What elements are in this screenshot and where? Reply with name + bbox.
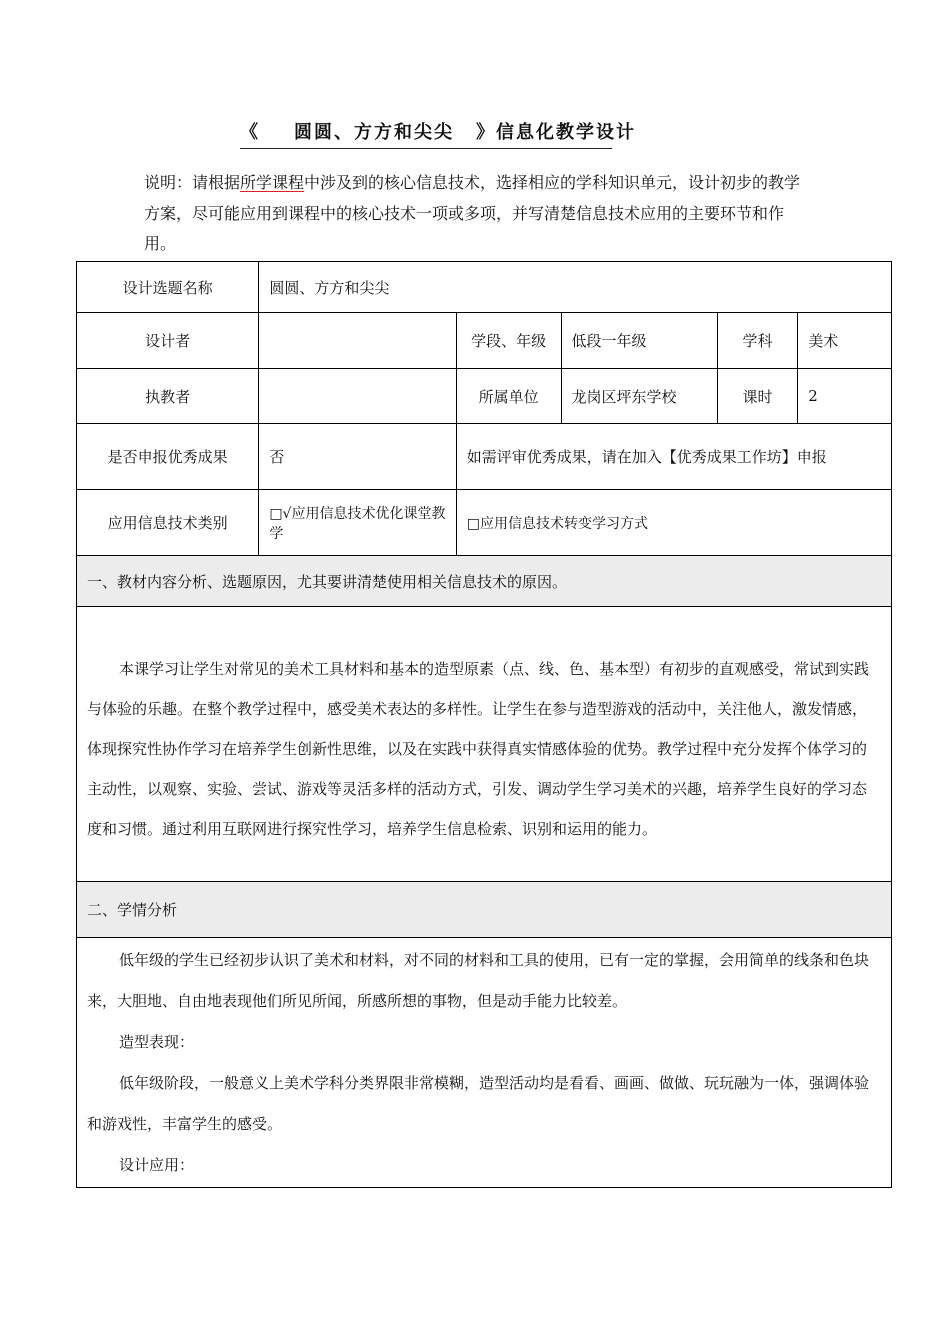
note-highlight: 所学课程 xyxy=(240,173,305,192)
section2-p4: 设计应用： xyxy=(119,1156,195,1174)
row-excellent xyxy=(77,424,892,490)
tech-option-optimize[interactable]: □√应用信息技术优化课堂教学 xyxy=(259,490,456,556)
row-section2-body xyxy=(77,938,892,1188)
hours-value: 2 xyxy=(798,369,892,424)
teacher-label: 执教者 xyxy=(77,369,259,424)
designer-label: 设计者 xyxy=(77,313,259,369)
subject-value: 美术 xyxy=(798,313,892,369)
section2-heading: 二、学情分析 xyxy=(77,882,892,938)
section1-heading: 一、教材内容分析、选题原因，尤其要讲清楚使用相关信息技术的原因。 xyxy=(77,556,892,607)
row-section1-heading xyxy=(77,556,892,607)
section1-body: 本课学习让学生对常见的美术工具材料和基本的造型原素（点、线、色、基本型）有初步的直观感受，常试到实践与体验的乐趣。在整个教学过程中，感受美术表达的多样性。让学生在参与造型游戏的活动中，关注他人，激发情感，体现探究性协作学习在培养学生创新性思维，以及在实践中获得真实情感体验的优势。教学过程中充分发挥个体学习的主动性，以观察、实验、尝试、游戏等灵活多样的活动方式，引发、调动学生学习美术的兴趣，培养学生良好的学习态度和习惯。通过利用互联网进行探究性学习，培养学生信息检索、识别和运用的能力。 xyxy=(87,660,870,838)
excellent-note: 如需评审优秀成果，请在加入【优秀成果工作坊】申报 xyxy=(456,424,891,490)
design-table xyxy=(76,261,892,1188)
title-close: 》信息化教学设计 xyxy=(476,122,636,143)
designer-value xyxy=(259,313,456,369)
excellent-value: 否 xyxy=(259,424,456,490)
excellent-label: 是否申报优秀成果 xyxy=(77,424,259,490)
tech-label: 应用信息技术类别 xyxy=(77,490,259,556)
row-topic xyxy=(77,262,892,313)
grade-value: 低段一年级 xyxy=(561,313,717,369)
subject-label: 学科 xyxy=(717,313,798,369)
school-value: 龙岗区坪东学校 xyxy=(561,369,717,424)
teacher-value xyxy=(259,369,456,424)
note-part2: 中涉及到的核心信息技术，选择相应的学科知识单元，设计初步的教学方案，尽可能应用到课程中的核心技术一项或多项，并写清楚信息技术应用的主要环节和作用。 xyxy=(144,173,801,253)
row-tech xyxy=(77,490,892,556)
topic-label: 设计选题名称 xyxy=(77,262,259,313)
grade-label: 学段、年级 xyxy=(456,313,561,369)
note-part1: 说明：请根据 xyxy=(144,173,241,192)
title-topic: 圆圆、方方和尖尖 xyxy=(294,122,454,143)
school-label: 所属单位 xyxy=(456,369,561,424)
title-open: 《 xyxy=(240,122,260,143)
section2-p2: 造型表现： xyxy=(119,1033,195,1051)
tech-option-transform[interactable]: □应用信息技术转变学习方式 xyxy=(456,490,891,556)
topic-value: 圆圆、方方和尖尖 xyxy=(259,262,892,313)
hours-label: 课时 xyxy=(717,369,798,424)
row-designer xyxy=(77,313,892,369)
row-section2-heading xyxy=(77,882,892,938)
section2-p1: 低年级的学生已经初步认识了美术和材料，对不同的材料和工具的使用，已有一定的掌握，会用简单的线条和色块来，大胆地、自由地表现他们所见所闻，所感所想的事物，但是动手能力比较差。 xyxy=(87,951,870,1010)
row-teacher xyxy=(77,369,892,424)
document-title xyxy=(240,118,636,149)
section2-p3: 低年级阶段，一般意义上美术学科分类界限非常模糊，造型活动均是看看、画画、做做、玩玩融为一体，强调体验和游戏性，丰富学生的感受。 xyxy=(87,1074,870,1133)
row-section1-body xyxy=(77,607,892,882)
instructions-note xyxy=(144,168,812,260)
